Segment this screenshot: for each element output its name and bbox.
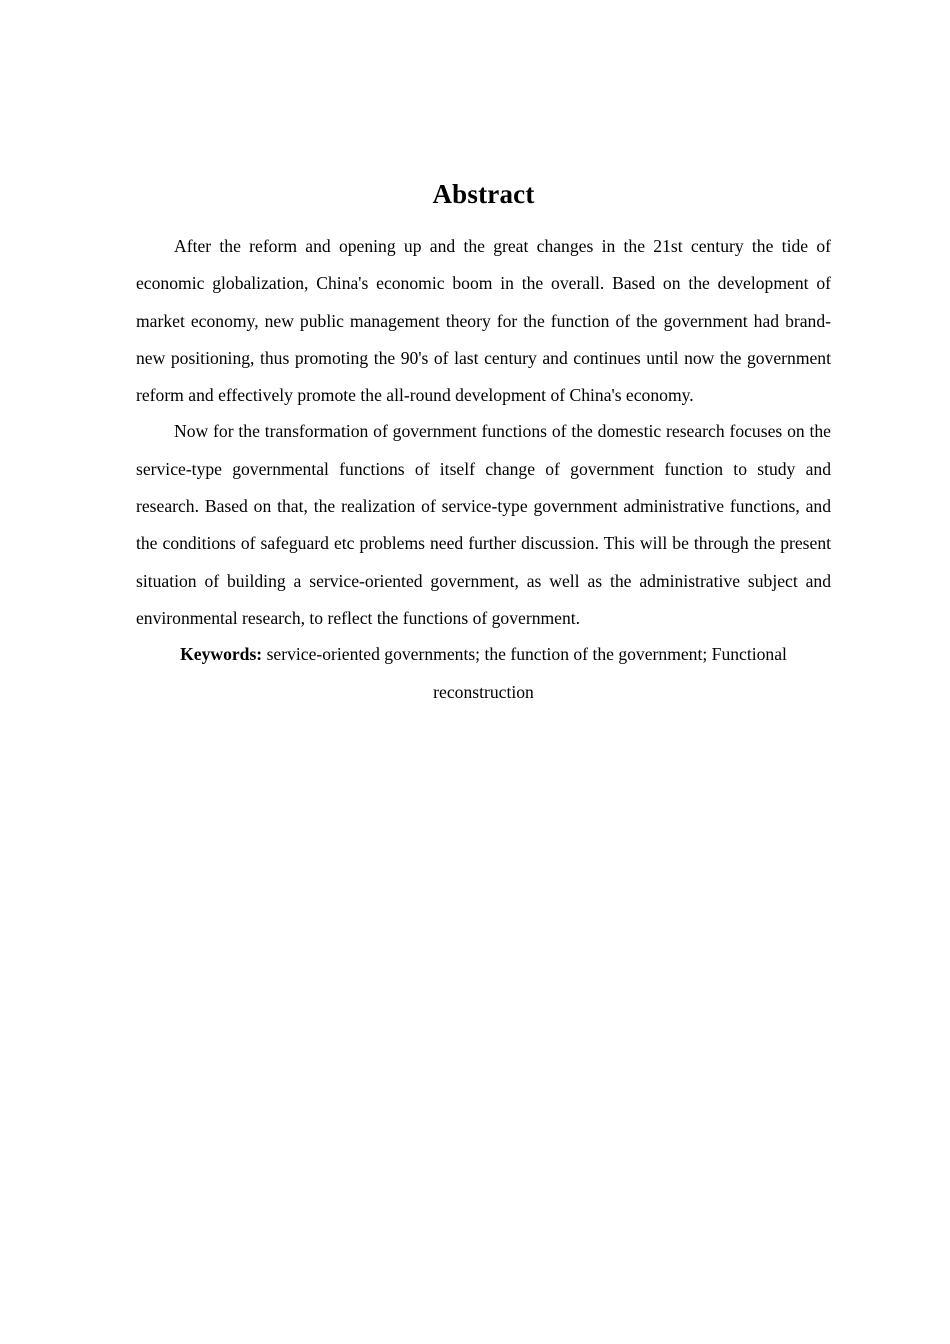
keywords-line bbox=[136, 636, 831, 711]
abstract-title: Abstract bbox=[432, 179, 535, 209]
keywords-text: service-oriented governments; the function of the government; Functional reconstruction bbox=[266, 644, 787, 702]
abstract-section bbox=[136, 172, 831, 711]
abstract-body bbox=[136, 228, 831, 711]
abstract-paragraph-1: After the reform and opening up and the great changes in the 21st century the tide of economic globalization, China's economic boom in the overall. Based on the development of market economy, new public management theory for the function of the government had brand-new positioning, thus promoting the 90's of last century and continues until now the government reform and effectively promote the all-round development of China's economy. bbox=[136, 236, 831, 406]
keywords-label: Keywords: bbox=[180, 644, 263, 665]
abstract-paragraph-2: Now for the transformation of government functions of the domestic research focuses on the service-type governmental functions of itself change of government function to study and research. Based on that, the realization of service-type government administrative functions, and the conditions of safeguard etc problems need further discussion. This will be through the present situation of building a service-oriented government, as well as the administrative subject and environmental research, to reflect the functions of government. bbox=[136, 421, 831, 628]
